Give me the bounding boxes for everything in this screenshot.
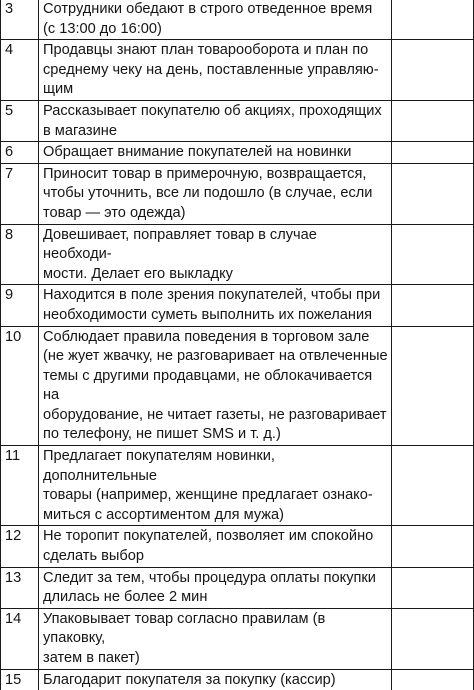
row-number: 9 — [1, 285, 39, 326]
table-row — [1, 326, 474, 446]
row-criterion: Довешивает, поправляет товар в случае необходи- мости. Делает его выкладку — [39, 224, 392, 285]
row-mark-cell — [392, 163, 474, 224]
checklist-rows — [1, 0, 474, 690]
row-mark-cell — [392, 224, 474, 285]
row-criterion: Сотрудники обедают в строго отведенное время (с 13:00 до 16:00) — [39, 0, 392, 40]
row-criterion: Находится в поле зрения покупателей, чтобы при необходимости суметь выполнить их пожелания — [39, 285, 392, 326]
row-number: 4 — [1, 40, 39, 101]
table-row — [1, 526, 474, 567]
table-row — [1, 40, 474, 101]
table-row — [1, 567, 474, 608]
row-criterion: Соблюдает правила поведения в торговом зале (не жует жвачку, не разговаривает на отвлеченные темы с другими продавцами, не облокачивается на оборудование, не читает газеты, не разговаривает по телефону, не пишет SMS и т. д.) — [39, 326, 392, 446]
table-row — [1, 285, 474, 326]
row-mark-cell — [392, 608, 474, 669]
table-row — [1, 669, 474, 690]
row-criterion: Рассказывает покупателю об акциях, проходящих в магазине — [39, 100, 392, 141]
row-mark-cell — [392, 446, 474, 526]
table-row — [1, 224, 474, 285]
row-number: 13 — [1, 567, 39, 608]
table-row — [1, 608, 474, 669]
row-criterion: Упаковывает товар согласно правилам (в упаковку, затем в пакет) — [39, 608, 392, 669]
table-row — [1, 0, 474, 40]
table-row — [1, 163, 474, 224]
table-row — [1, 446, 474, 526]
row-number: 5 — [1, 100, 39, 141]
row-number: 3 — [1, 0, 39, 40]
table-row — [1, 142, 474, 164]
row-mark-cell — [392, 669, 474, 690]
row-mark-cell — [392, 40, 474, 101]
row-mark-cell — [392, 526, 474, 567]
row-number: 11 — [1, 446, 39, 526]
row-mark-cell — [392, 100, 474, 141]
row-criterion: Продавцы знают план товарооборота и план по среднему чеку на день, поставленные управляю- щим — [39, 40, 392, 101]
table-row — [1, 100, 474, 141]
row-number: 8 — [1, 224, 39, 285]
row-criterion: Благодарит покупателя за покупку (кассир) — [39, 669, 392, 690]
row-number: 14 — [1, 608, 39, 669]
row-number: 10 — [1, 326, 39, 446]
row-number: 7 — [1, 163, 39, 224]
row-mark-cell — [392, 142, 474, 164]
row-number: 15 — [1, 669, 39, 690]
row-number: 12 — [1, 526, 39, 567]
row-criterion: Предлагает покупателям новинки, дополнительные товары (например, женщине предлагает ознако- миться с ассортиментом для мужа) — [39, 446, 392, 526]
row-criterion: Приносит товар в примерочную, возвращается, чтобы уточнить, все ли подошло (в случае, если товар — это одежда) — [39, 163, 392, 224]
row-criterion: Обращает внимание покупателей на новинки — [39, 142, 392, 164]
row-criterion: Следит за тем, чтобы процедура оплаты покупки длилась не более 2 мин — [39, 567, 392, 608]
row-mark-cell — [392, 0, 474, 40]
row-number: 6 — [1, 142, 39, 164]
row-criterion: Не торопит покупателей, позволяет им спокойно сделать выбор — [39, 526, 392, 567]
row-mark-cell — [392, 326, 474, 446]
row-mark-cell — [392, 285, 474, 326]
row-mark-cell — [392, 567, 474, 608]
